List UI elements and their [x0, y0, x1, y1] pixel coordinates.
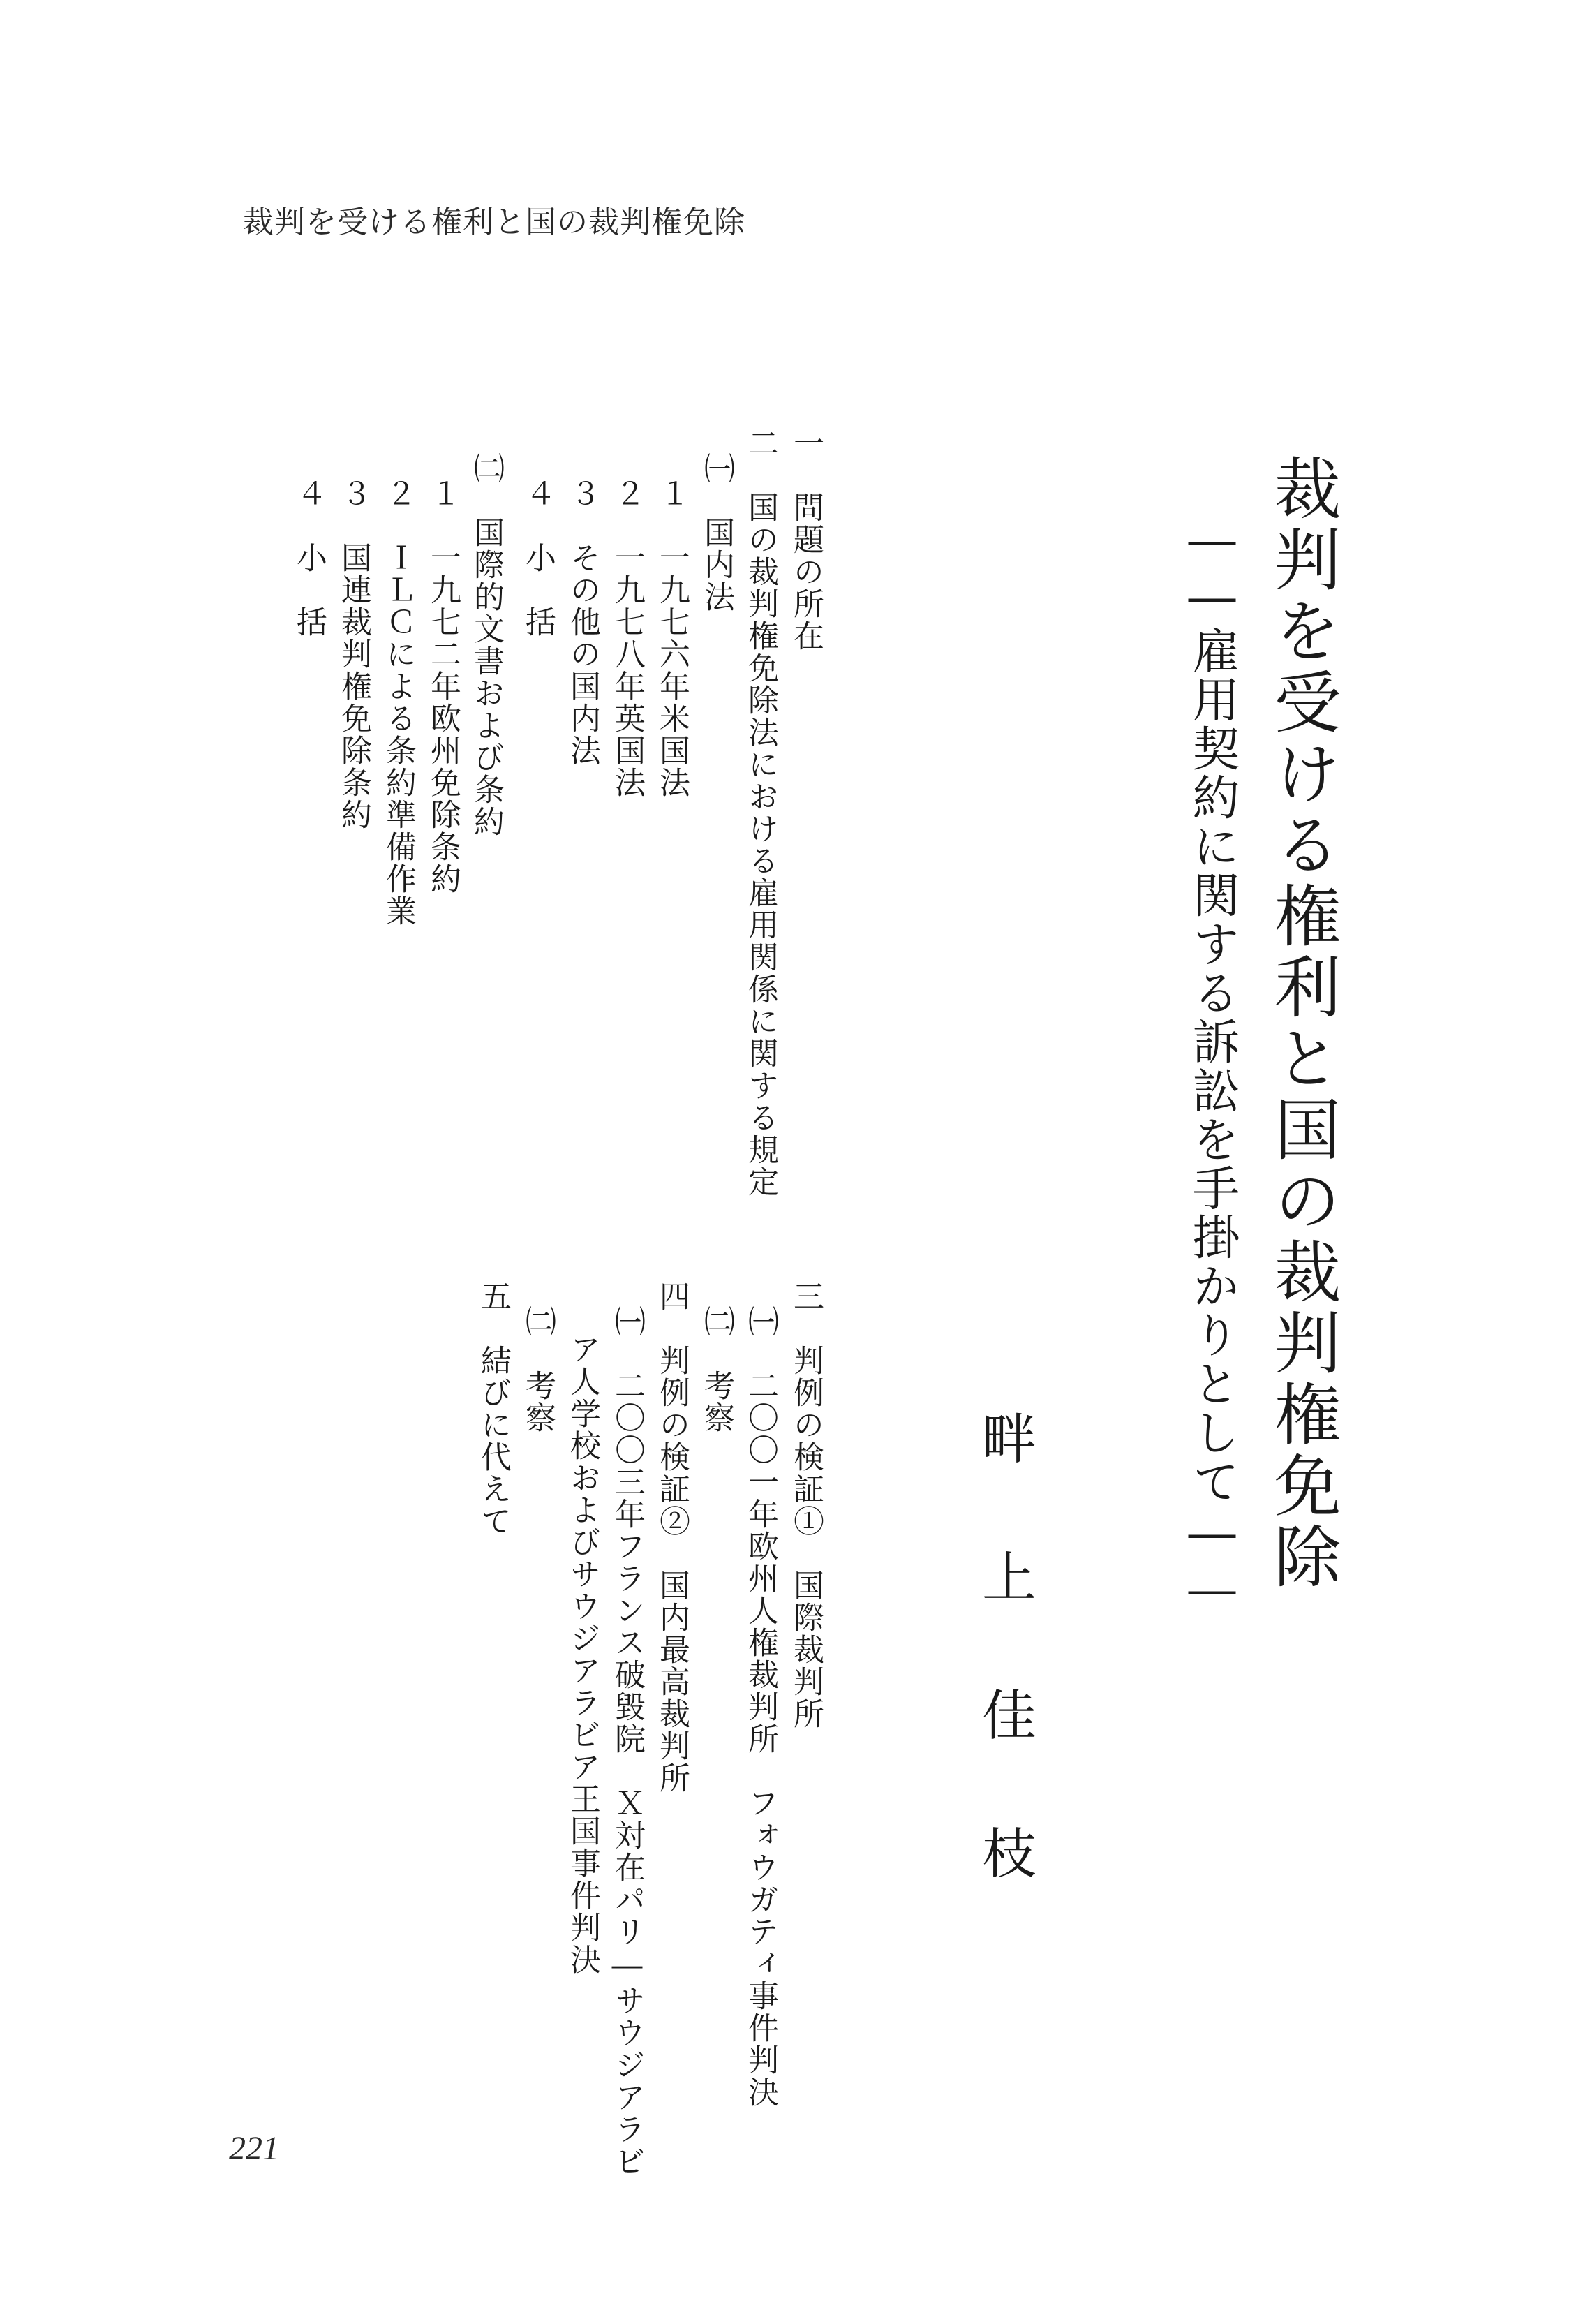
- toc-item: ２ 一九七八年英国法: [609, 478, 645, 799]
- toc-item: ４ 小 括: [520, 478, 556, 638]
- toc-item: ㈡ 国際的文書および条約: [468, 452, 504, 838]
- article-title: 裁判を受ける権利と国の裁判権免除: [1263, 454, 1341, 1593]
- toc-item: １ 一九七二年欧州免除条約: [425, 478, 461, 895]
- toc-item: ㈡ 考察: [699, 1305, 734, 1434]
- toc-item: ㈠ 国内法: [699, 452, 734, 613]
- toc-item: 四 判例の検証② 国内最高裁判所: [654, 1280, 690, 1794]
- toc-item: 一 問題の所在: [788, 427, 824, 652]
- toc-item: １ 一九七六年米国法: [654, 478, 690, 799]
- toc-item: ㈡ 考察: [520, 1305, 556, 1434]
- page-number: 221: [229, 2130, 279, 2167]
- toc-item: ４ 小 括: [291, 478, 327, 638]
- toc-item: ３ 国連裁判権免除条約: [336, 478, 371, 831]
- toc-item: ３ その他の国内法: [565, 478, 600, 767]
- article-subtitle: ――雇用契約に関する訴訟を手掛かりとして――: [1184, 513, 1240, 1619]
- toc-item: 三 判例の検証① 国際裁判所: [788, 1280, 824, 1730]
- toc-item: 五 結びに代えて: [475, 1280, 511, 1537]
- toc-item: ㈠ 二〇〇一年欧州人権裁判所 フォウガティ事件判決: [743, 1305, 778, 2108]
- toc-item: ㈠ 二〇〇三年フランス破毀院 Ｘ対在パリ―サウジアラビ: [609, 1305, 645, 2177]
- toc-item: ア人学校およびサウジアラビア王国事件判決: [565, 1333, 600, 1976]
- running-head: 裁判を受ける権利と国の裁判権免除: [243, 205, 745, 240]
- author-name: 畔上佳枝: [973, 1410, 1036, 1963]
- toc-item: 二 国の裁判権免除法における雇用関係に関する規定: [743, 427, 778, 1198]
- toc-item: ２ ＩＬＣによる条約準備作業: [380, 478, 416, 927]
